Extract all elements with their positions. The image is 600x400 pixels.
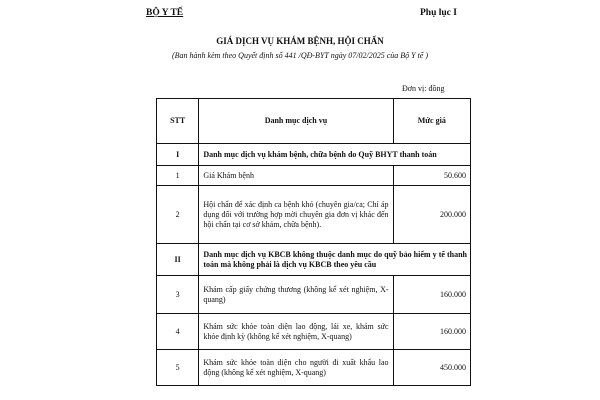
row-service-name: Khám sức khỏe toàn diện cho người đi xuất khẩu lao động (không kể xét nghiệm, X-quang) bbox=[199, 350, 393, 386]
column-header-service: Danh mục dịch vụ bbox=[199, 99, 393, 144]
section-row bbox=[157, 244, 471, 276]
row-price: 200.000 bbox=[393, 186, 470, 244]
row-price: 450.000 bbox=[393, 350, 470, 386]
section-title: Danh mục dịch vụ KBCB không thuộc danh mục do quỹ bảo hiểm y tế thanh toán mà không phải là dịch vụ KBCB theo yêu cầu bbox=[199, 244, 471, 276]
section-title: Danh mục dịch vụ khám bệnh, chữa bệnh do Quỹ BHYT thanh toán bbox=[199, 144, 471, 166]
row-stt: 5 bbox=[157, 350, 199, 386]
section-row bbox=[157, 144, 471, 166]
row-service-name: Khám cấp giấy chứng thương (không kể xét nghiệm, X-quang) bbox=[199, 276, 393, 314]
section-number: I bbox=[157, 144, 199, 166]
table-row bbox=[157, 350, 471, 386]
row-price: 160.000 bbox=[393, 314, 470, 350]
row-service-name: Khám sức khỏe toàn diện lao động, lái xe, khám sức khỏe định kỳ (không kể xét nghiệm, X-quang) bbox=[199, 314, 393, 350]
table-row bbox=[157, 186, 471, 244]
document-subtitle: (Ban hành kèm theo Quyết định số 441 /QĐ-BYT ngày 07/02/2025 của Bộ Y tế ) bbox=[171, 51, 429, 60]
row-service-name: Giá Khám bệnh bbox=[199, 166, 393, 186]
column-header-stt: STT bbox=[157, 99, 199, 144]
row-service-name: Hội chẩn để xác định ca bệnh khó (chuyên gia/ca; Chỉ áp dụng đối với trường hợp mời chuyên gia đơn vị khác đến hội chẩn tại cơ sở khám, chữa bệnh). bbox=[199, 186, 393, 244]
price-table bbox=[156, 98, 471, 386]
issuing-organization: BỘ Y TẾ bbox=[146, 8, 184, 18]
currency-unit: Đơn vị: đồng bbox=[402, 84, 445, 93]
row-stt: 3 bbox=[157, 276, 199, 314]
row-stt: 2 bbox=[157, 186, 199, 244]
row-stt: 1 bbox=[157, 166, 199, 186]
row-stt: 4 bbox=[157, 314, 199, 350]
table-row bbox=[157, 276, 471, 314]
document-title: GIÁ DỊCH VỤ KHÁM BỆNH, HỘI CHẨN bbox=[216, 36, 384, 46]
section-number: II bbox=[157, 244, 199, 276]
column-header-price: Mức giá bbox=[393, 99, 470, 144]
table-header-row bbox=[157, 99, 471, 144]
row-price: 160.000 bbox=[393, 276, 470, 314]
row-price: 50.600 bbox=[393, 166, 470, 186]
appendix-label: Phụ lục I bbox=[420, 8, 457, 18]
table-row bbox=[157, 166, 471, 186]
table-row bbox=[157, 314, 471, 350]
